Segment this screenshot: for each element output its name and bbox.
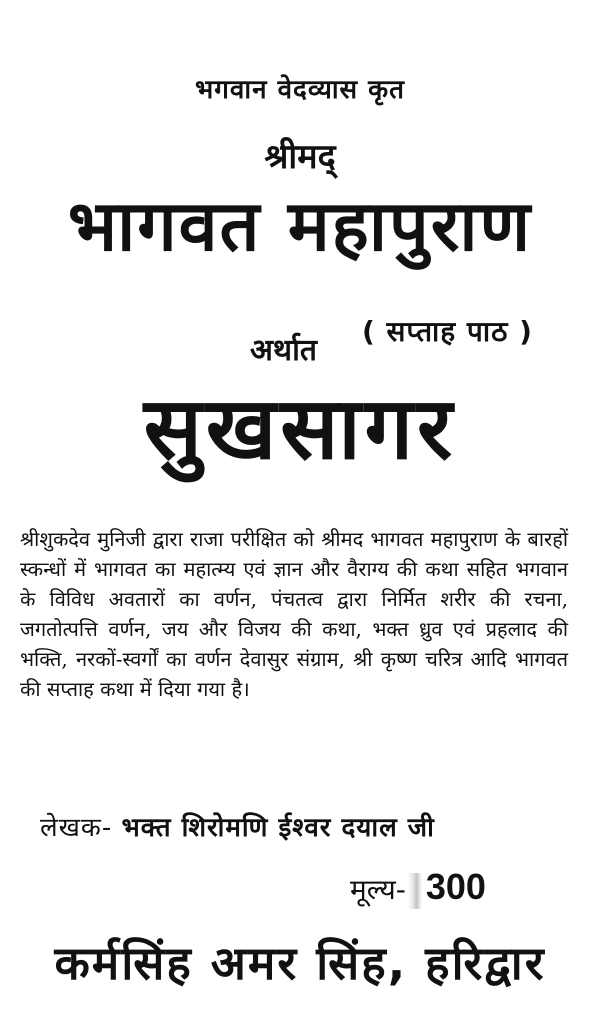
writer-name: भक्त शिरोमणि ईश्वर दयाल जी — [121, 813, 435, 843]
price-line — [350, 866, 486, 909]
arthat-label: अर्थात — [250, 333, 317, 368]
author-line: भगवान वेदव्यास कृत — [195, 75, 405, 105]
subtitle-sukhsagar: सुखसागर — [143, 379, 457, 479]
writer-line — [40, 808, 570, 844]
publisher-line: कर्मसिंह अमर सिंह, हरिद्वार — [54, 936, 546, 990]
description-paragraph: श्रीशुकदेव मुनिजी द्वारा राजा परीक्षित को श्रीमद भागवत महापुराण के बारहों स्कन्धों में भागवत का महात्म्य एवं ज्ञान और वैराग्य की कथा सहित भगवान के विविध अवतारों का वर्णन, पंचतत्व द्वारा निर्मित शरीर की रचना, जगतोत्पत्ति वर्णन, जय और विजय की कथा, भक्त ध्रुव एवं प्रहलाद की भक्ति, नरकों-स्वर्गों का वर्णन देवासुर संग्राम, श्री कृष्ण चरित्र आदि भागवत की सप्ताह कथा में दिया गया है। — [20, 527, 568, 701]
ink-smudge — [408, 873, 422, 909]
price-label: मूल्य- — [350, 873, 406, 906]
writer-label: लेखक- — [40, 813, 113, 843]
price-value: 300 — [425, 866, 486, 907]
title-prefix: श्रीमद् — [264, 137, 336, 177]
saptah-path-label: ( सप्ताह पाठ ) — [362, 315, 533, 348]
main-title: भागवत महापुराण — [67, 185, 533, 267]
